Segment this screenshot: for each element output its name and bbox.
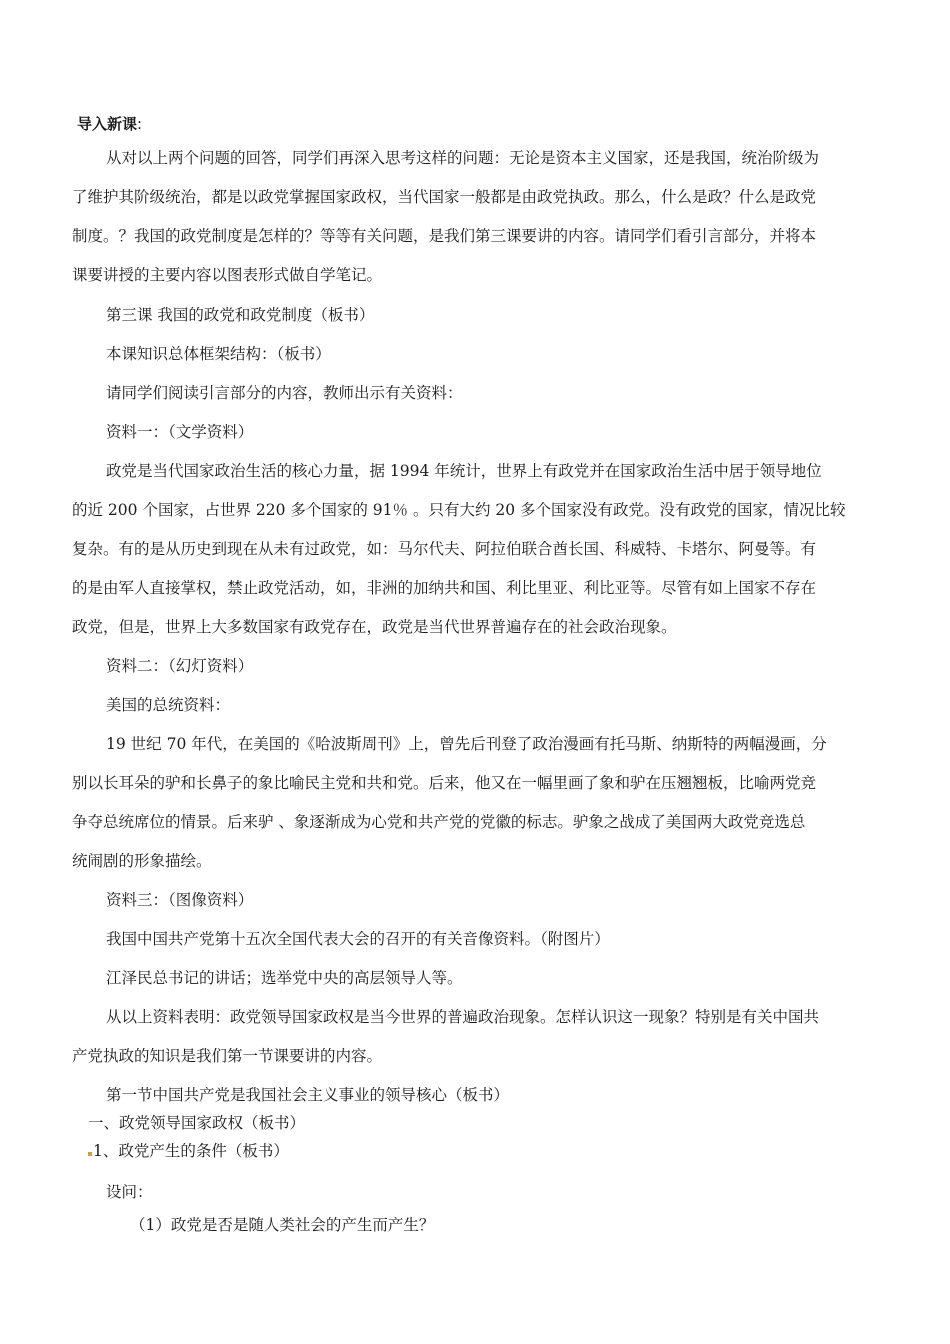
framework-line: 本课知识总体框架结构：（板书）: [106, 345, 331, 363]
conclusion-line-1: 从以上资料表明：政党领导国家政权是当今世界的普遍政治现象。怎样认识这一现象？特别是有关中国共: [106, 1008, 820, 1026]
material3-label: 资料三：（图像资料）: [106, 891, 254, 909]
material2-subtitle: 美国的总统资料：: [106, 696, 231, 714]
material1-line-1: 政党是当代国家政治生活的核心力量，据 1994 年统计，世界上有政党并在国家政治生活中居于领导地位: [106, 462, 822, 480]
intro-heading: [77, 114, 142, 134]
sub-point-one: [88, 1141, 289, 1161]
conclusion-line-2: 产党执政的知识是我们第一节课要讲的内容。: [72, 1047, 383, 1065]
section-title: 第一节中国共产党是我国社会主义事业的领导核心（板书）: [106, 1086, 510, 1104]
intro-para-line-1: 从对以上两个问题的回答，同学们再深入思考这样的问题：无论是资本主义国家，还是我国，统治阶级为: [106, 149, 820, 167]
point-one: 一、政党领导国家政权（板书）: [88, 1114, 306, 1132]
intro-heading-text: 导入新课: [77, 115, 138, 133]
sub-point-one-text: 1、政党产生的条件（板书）: [93, 1142, 289, 1160]
instruction-line: 请同学们阅读引言部分的内容，教师出示有关资料：: [106, 384, 463, 402]
material1-line-3: 复杂。有的是从历史到现在从未有过政党，如：马尔代夫、阿拉伯联合酋长国、科威特、卡塔尔、阿曼等。有: [72, 540, 817, 558]
lesson-title: 第三课 我国的政党和政党制度（板书）: [106, 306, 375, 324]
material3-line-2: 江泽民总书记的讲话；选举党中央的高层领导人等。: [106, 969, 463, 987]
question-one: （1）政党是否是随人类社会的产生而产生？: [130, 1216, 435, 1234]
material2-line-1: 19 世纪 70 年代，在美国的《哈波斯周刊》上，曾先后刊登了政治漫画有托马斯、纳斯特的两幅漫画，分: [106, 735, 827, 753]
material2-line-4: 统闹剧的形象描绘。: [72, 852, 212, 870]
material3-line-1: 我国中国共产党第十五次全国代表大会的召开的有关音像资料。（附图片）: [106, 930, 610, 948]
material1-line-5: 政党，但是，世界上大多数国家有政党存在，政党是当代世界普遍存在的社会政治现象。: [72, 618, 677, 636]
intro-para-line-4: 课要讲授的主要内容以图表形式做自学笔记。: [72, 266, 383, 284]
material2-line-3: 争夺总统席位的情景。后来驴 、象逐渐成为心党和共产党的党徽的标志。驴象之战成了美国两大政党竞选总: [72, 813, 806, 831]
question-label: 设问：: [106, 1183, 153, 1201]
intro-para-line-3: 制度。？我国的政党制度是怎样的？等等有关问题，是我们第三课要讲的内容。请同学们看引言部分，并将本: [72, 227, 817, 245]
intro-heading-colon: :: [137, 115, 143, 133]
intro-para-line-2: 了维护其阶级统治，都是以政党掌握国家政权，当代国家一般都是由政党执政。那么，什么是政？什么是政党: [72, 188, 817, 206]
edit-mark-icon: [88, 1152, 92, 1156]
material2-line-2: 别以长耳朵的驴和长鼻子的象比喻民主党和共和党。后来，他又在一幅里画了象和驴在压翘翘板，比喻两党竞: [72, 774, 817, 792]
material1-label: 资料一：（文学资料）: [106, 423, 254, 441]
material1-line-4: 的是由军人直接掌权，禁止政党活动，如，非洲的加纳共和国、利比里亚、利比亚等。尽管有如上国家不存在: [72, 579, 817, 597]
material2-label: 资料二：（幻灯资料）: [106, 657, 254, 675]
material1-line-2: 的近 200 个国家，占世界 220 多个国家的 91％ 。只有大约 20 多个国家没有政党。没有政党的国家，情况比较: [72, 501, 846, 519]
